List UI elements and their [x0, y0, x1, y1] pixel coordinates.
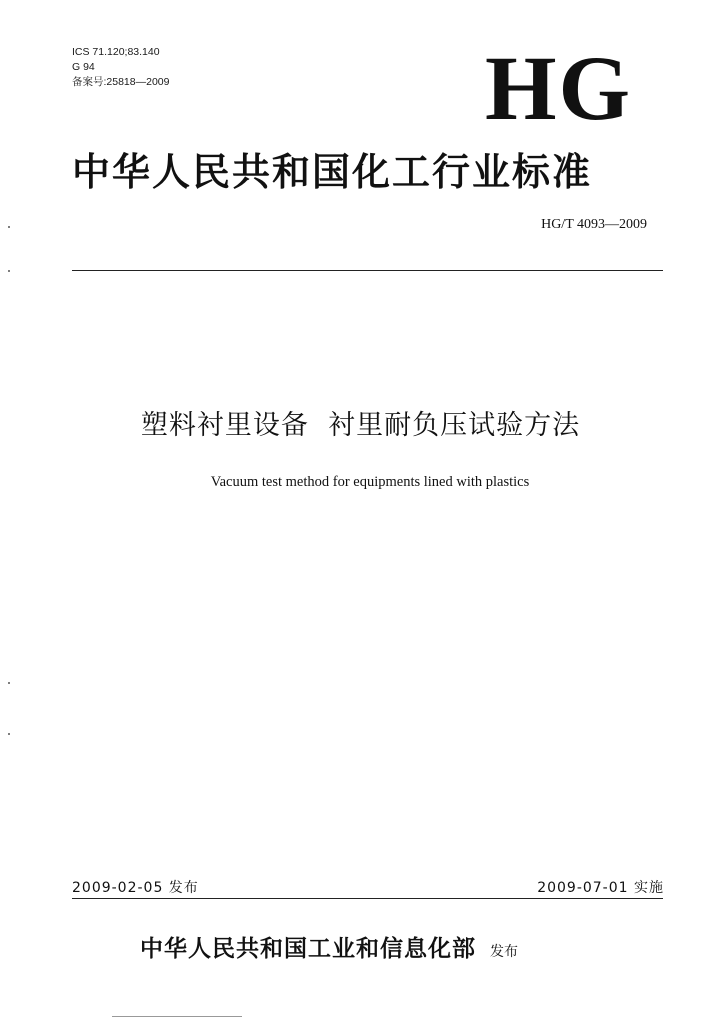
publisher: [140, 930, 518, 963]
classification-code: G 94: [72, 61, 95, 73]
ics-code: ICS 71.120;83.140: [72, 46, 160, 58]
publisher-suffix: 发布: [490, 944, 518, 960]
footer-divider: [72, 898, 663, 899]
scan-speck: [8, 270, 10, 272]
scan-speck: [8, 733, 10, 735]
standard-number: HG/T 4093—2009: [541, 217, 647, 232]
standard-title: 中华人民共和国化工行业标准: [72, 149, 593, 194]
standard-metadata: [72, 45, 169, 90]
record-number: 备案号:25818—2009: [72, 76, 170, 88]
hg-logo: HG: [485, 37, 633, 139]
document-title-chinese: 塑料衬里设备 衬里耐负压试验方法: [140, 410, 581, 441]
scan-speck: [8, 682, 10, 684]
issue-date: 2009-02-05 发布: [72, 880, 199, 896]
implementation-date: 2009-07-01 实施: [537, 880, 664, 896]
scan-speck: [8, 226, 10, 228]
scan-mark: [112, 1016, 242, 1017]
publisher-name: 中华人民共和国工业和信息化部: [140, 935, 476, 962]
header-divider: [72, 270, 663, 271]
document-title-english: Vacuum test method for equipments lined with plastics: [210, 474, 530, 490]
